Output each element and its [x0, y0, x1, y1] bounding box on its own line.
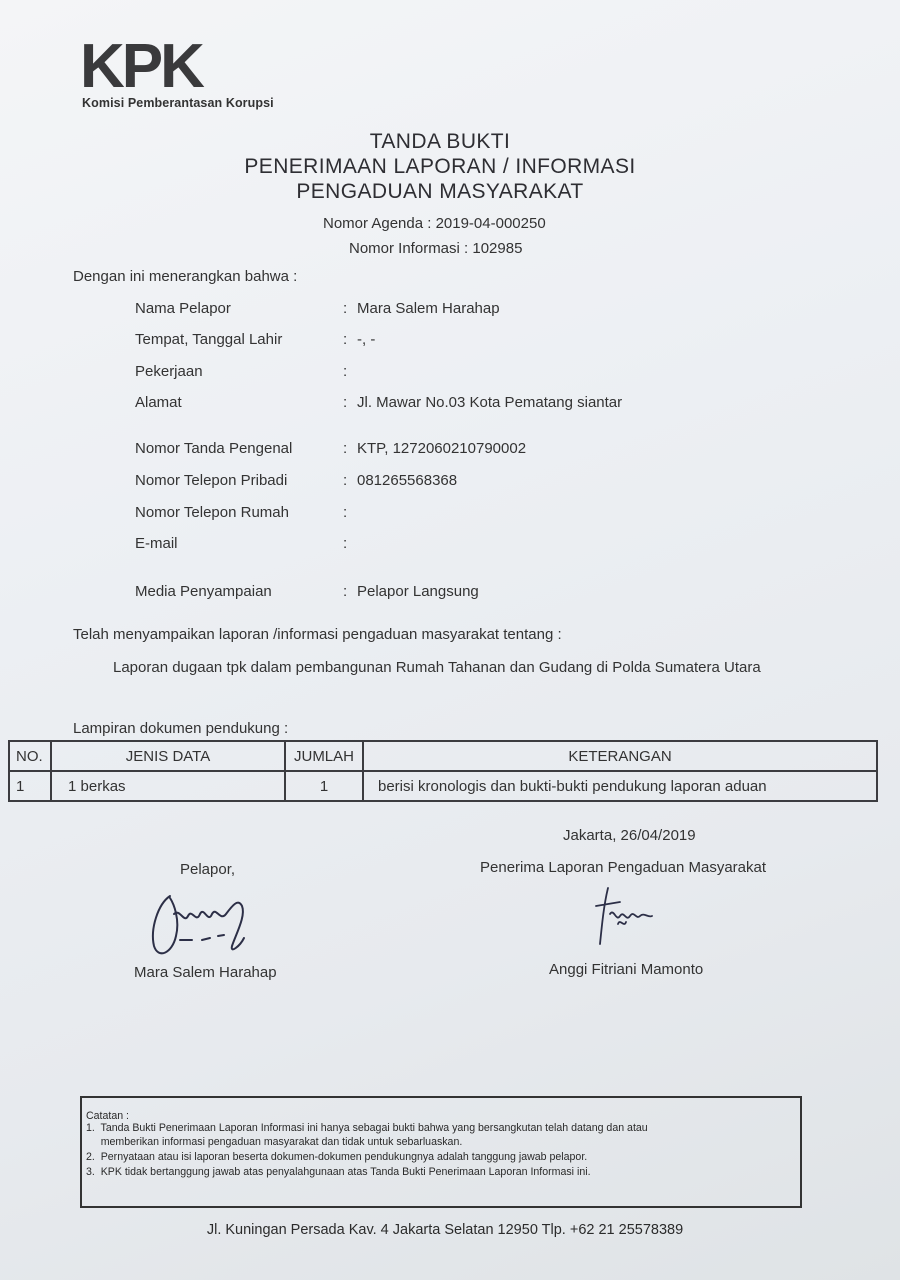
field-value-tanda-pengenal: KTP, 1272060210790002	[357, 440, 527, 457]
penerima-signature	[590, 884, 660, 948]
title-line-2: PENERIMAAN LAPORAN / INFORMASI	[244, 155, 636, 178]
table-header-no: NO.	[9, 741, 51, 771]
field-colon: :	[343, 583, 348, 600]
field-colon: :	[343, 331, 348, 348]
table-cell-jenis-data: 1 berkas	[51, 771, 285, 801]
field-colon: :	[343, 472, 348, 489]
field-value-telepon-pribadi: 081265568368	[357, 472, 458, 489]
title-line-3: PENGADUAN MASYARAKAT	[296, 180, 584, 203]
intro-text: Dengan ini menerangkan bahwa :	[73, 268, 298, 285]
pelapor-role: Pelapor,	[180, 861, 236, 878]
field-label-tanda-pengenal: Nomor Tanda Pengenal	[135, 440, 293, 457]
field-label-media: Media Penyampaian	[135, 583, 272, 600]
field-colon: :	[343, 300, 348, 317]
penerima-name: Anggi Fitriani Mamonto	[549, 961, 704, 978]
field-label-nama: Nama Pelapor	[135, 300, 231, 317]
table-cell-keterangan: berisi kronologis dan bukti-bukti pendukung laporan aduan	[363, 771, 877, 801]
pelapor-signature	[140, 884, 270, 964]
table-header-jenis-data: JENIS DATA	[51, 741, 285, 771]
nomor-informasi: Nomor Informasi : 102985	[349, 240, 523, 257]
notes-item-3: 3. KPK tidak bertanggung jawab atas penyalahgunaan atas Tanda Bukti Penerimaan Laporan Informasi ini.	[86, 1166, 591, 1178]
notes-heading: Catatan :	[86, 1110, 129, 1122]
field-label-pekerjaan: Pekerjaan	[135, 363, 203, 380]
table-cell-no: 1	[9, 771, 51, 801]
notes-item-1-cont: memberikan informasi pengaduan masyarakat dan tidak untuk sebarluaskan.	[86, 1136, 463, 1148]
field-colon: :	[343, 535, 348, 552]
table-header-jumlah: JUMLAH	[285, 741, 363, 771]
report-intro: Telah menyampaikan laporan /informasi pengaduan masyarakat tentang :	[73, 626, 562, 643]
kpk-logo-subtitle: Komisi Pemberantasan Korupsi	[82, 96, 274, 110]
table-header-keterangan: KETERANGAN	[363, 741, 877, 771]
report-subject: Laporan dugaan tpk dalam pembangunan Rumah Tahanan dan Gudang di Polda Sumatera Utara	[113, 659, 761, 676]
field-label-email: E-mail	[135, 535, 178, 552]
field-label-ttl: Tempat, Tanggal Lahir	[135, 331, 283, 348]
field-value-ttl: -, -	[357, 331, 376, 348]
field-colon: :	[343, 440, 348, 457]
table-cell-jumlah: 1	[285, 771, 363, 801]
field-value-nama: Mara Salem Harahap	[357, 300, 500, 317]
field-colon: :	[343, 504, 348, 521]
lampiran-table	[8, 740, 878, 802]
title-line-1: TANDA BUKTI	[369, 130, 511, 153]
field-value-alamat: Jl. Mawar No.03 Kota Pematang siantar	[357, 394, 623, 411]
notes-item-1: 1. Tanda Bukti Penerimaan Laporan Informasi ini hanya sebagai bukti bahwa yang bersangkutan telah datang dan atau	[86, 1122, 648, 1134]
field-colon: :	[343, 363, 348, 380]
nomor-agenda: Nomor Agenda : 2019-04-000250	[323, 215, 546, 232]
field-label-alamat: Alamat	[135, 394, 182, 411]
kpk-logo: KPK	[80, 32, 202, 101]
pelapor-name: Mara Salem Harahap	[134, 964, 277, 981]
penerima-role: Penerima Laporan Pengaduan Masyarakat	[480, 859, 767, 876]
lampiran-title: Lampiran dokumen pendukung :	[73, 720, 289, 737]
field-value-media: Pelapor Langsung	[357, 583, 479, 600]
document-date: Jakarta, 26/04/2019	[563, 827, 696, 844]
notes-item-2: 2. Pernyataan atau isi laporan beserta dokumen-dokumen pendukungnya adalah tanggung jawab pelapor.	[86, 1151, 588, 1163]
field-label-telepon-rumah: Nomor Telepon Rumah	[135, 504, 289, 521]
field-label-telepon-pribadi: Nomor Telepon Pribadi	[135, 472, 288, 489]
table-row	[9, 771, 877, 801]
table-header-row	[9, 741, 877, 771]
footer-address: Jl. Kuningan Persada Kav. 4 Jakarta Selatan 12950 Tlp. +62 21 25578389	[206, 1222, 684, 1238]
field-colon: :	[343, 394, 348, 411]
